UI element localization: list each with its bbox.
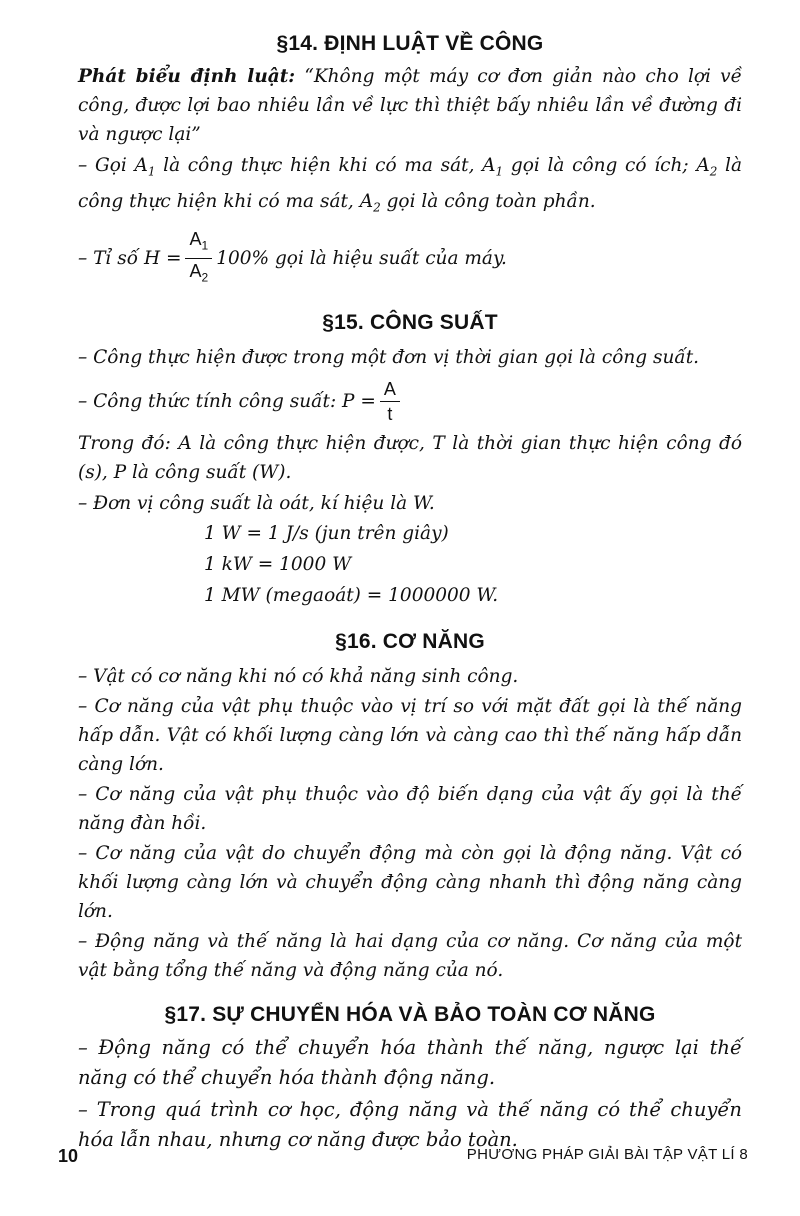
efficiency-formula: – Tỉ số H = $\frac{A_1}{A_2}$ 100% gọi là hiệu suất của máy. <box>78 228 742 288</box>
conversion-2: – Trong quá trình cơ học, động năng và thế năng có thể chuyển hóa lẫn nhau, nhưng cơ năng được bảo toàn. <box>78 1097 742 1151</box>
book-title: PHƯƠNG PHÁP GIẢI BÀI TẬP VẬT LÍ 8 <box>466 1146 748 1163</box>
mechanical-energy-2: – Cơ năng của vật phụ thuộc vào vị trí so với mặt đất gọi là thế năng hấp dẫn. Vật có khối lượng càng lớn và càng cao thì thế năng hấp dẫn càng lớn. <box>78 695 742 775</box>
law-label: Phát biểu định luật: <box>78 66 296 87</box>
section-15-title: §15. CÔNG SUẤT <box>322 310 498 334</box>
mechanical-energy-3: – Cơ năng của vật phụ thuộc vào độ biến dạng của vật ấy gọi là thế năng đàn hồi. <box>78 783 742 834</box>
efficiency-fraction: $\frac{A_1}{A_2}$ <box>185 228 212 288</box>
page-content <box>78 28 742 1155</box>
work-definition: – Gọi $A_1$ là công thực hiện khi có ma sát, $A_1$ gọi là công có ích; $A_2$ là công thực hiện khi có ma sát, $A_2$ gọi là công toàn phần. <box>78 155 742 215</box>
power-formula: – Công thức tính công suất: P = $\frac{A}{t}$ <box>78 378 742 425</box>
unit-watt: 1 W = 1 J/s (jun trên giây) <box>204 522 449 544</box>
page-footer <box>58 1146 748 1167</box>
power-definition: – Công thực hiện được trong một đơn vị thời gian gọi là công suất. <box>78 346 700 368</box>
mechanical-energy-4: – Cơ năng của vật do chuyển động mà còn gọi là động năng. Vật có khối lượng càng lớn và chuyển động càng nhanh thì động năng càng lớn. <box>78 842 742 922</box>
page-number: 10 <box>58 1146 79 1166</box>
section-17-title: §17. SỰ CHUYỂN HÓA VÀ BẢO TOÀN CƠ NĂNG <box>164 1002 656 1026</box>
section-16-title: §16. CƠ NĂNG <box>335 629 485 653</box>
section-14-title: §14. ĐỊNH LUẬT VỀ CÔNG <box>276 32 544 55</box>
mechanical-energy-1: – Vật có cơ năng khi nó có khả năng sinh công. <box>78 665 519 687</box>
power-unit: – Đơn vị công suất là oát, kí hiệu là W. <box>78 492 435 514</box>
mechanical-energy-5: – Động năng và thế năng là hai dạng của cơ năng. Cơ năng của một vật bằng tổng thế năng và động năng của nó. <box>78 930 742 981</box>
power-fraction: $\frac{A}{t}$ <box>380 378 400 425</box>
power-explanation: Trong đó: A là công thực hiện được, T là thời gian thực hiện công đó (s), P là công suất (W). <box>78 432 742 483</box>
law-text: “Không một máy cơ đơn giản nào cho lợi về công, được lợi bao nhiêu lần về lực thì thiệt bấy nhiêu lần về đường đi và ngược lại” <box>78 66 742 145</box>
unit-megawatt: 1 MW (megaoát) = 1000000 W. <box>204 584 499 606</box>
unit-kilowatt: 1 kW = 1000 W <box>204 553 352 575</box>
law-statement <box>78 62 742 149</box>
conversion-1: – Động năng có thể chuyển hóa thành thế năng, ngược lại thế năng có thể chuyển hóa thành động năng. <box>78 1035 742 1089</box>
